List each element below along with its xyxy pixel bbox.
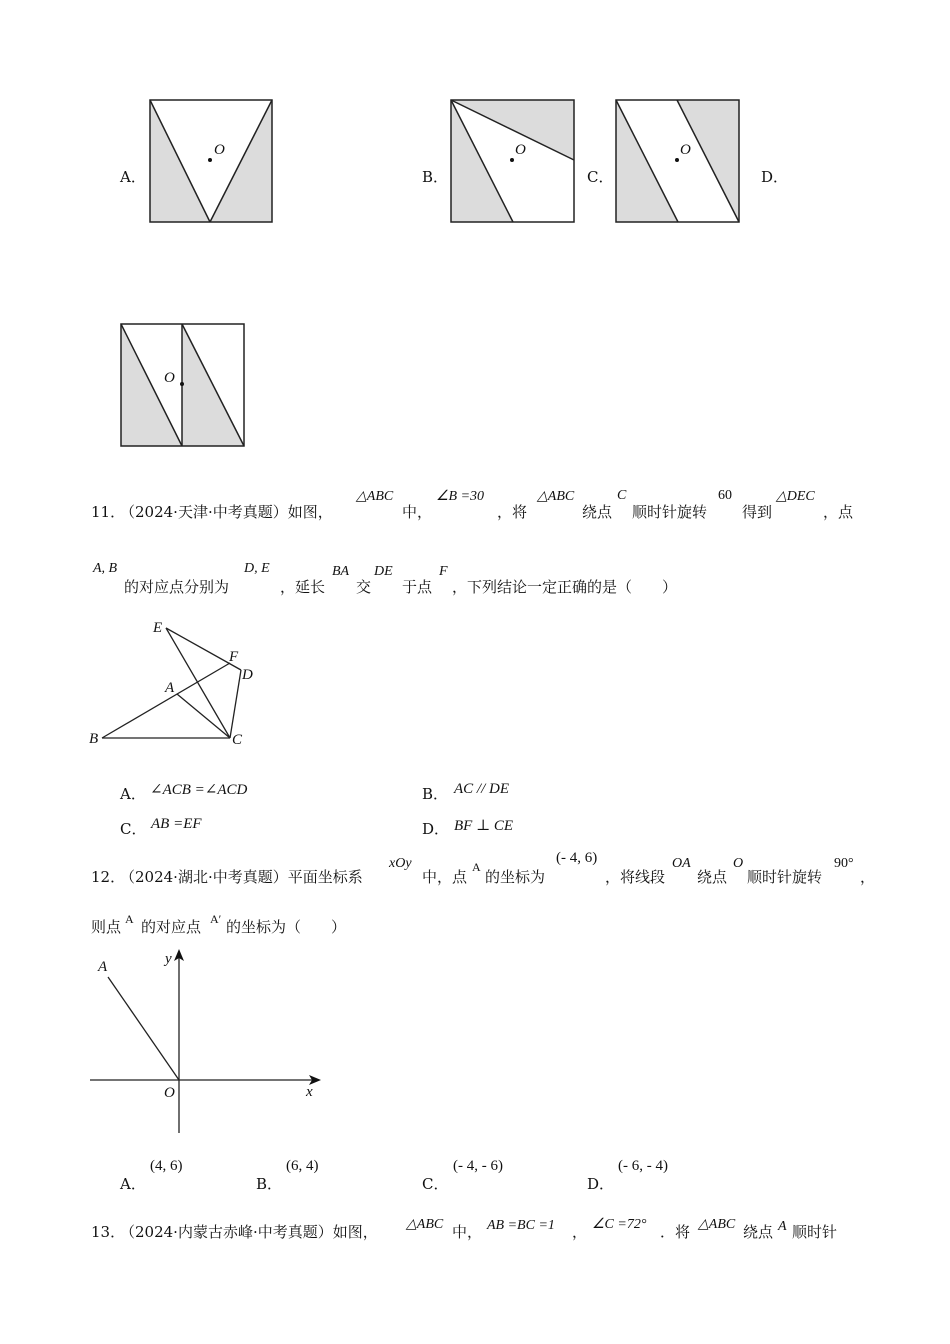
q11-degrees: 60: [718, 488, 732, 503]
q12-coordinates: (- 4, 6): [556, 850, 598, 866]
q10-option-b-label[interactable]: B．: [422, 168, 449, 186]
q13-number: 13．: [91, 1223, 126, 1241]
q11-option-b-text: AC // DE: [454, 781, 509, 797]
q13-angle-c: ∠C =72°: [592, 1217, 647, 1232]
q12-option-d-text: (- 6, - 4): [618, 1158, 668, 1174]
q12-number: 12．: [91, 868, 126, 886]
q12-degrees: 90°: [834, 856, 854, 871]
q10-figure-a: [148, 98, 274, 224]
q13-source: （2024·内蒙古赤峰·中考真题）如图，: [120, 1223, 378, 1241]
q12-option-d-label[interactable]: D．: [587, 1175, 615, 1193]
q11-option-b-label[interactable]: B．: [422, 785, 449, 803]
q12-point-o: O: [733, 856, 744, 871]
q11-seg-de: DE: [374, 564, 393, 579]
q11-text: 的对应点分别为: [124, 578, 230, 596]
label-x: x: [306, 1084, 313, 1100]
center-label: O: [214, 142, 225, 158]
q11-text: 中，: [402, 503, 433, 521]
q12-text: 的对应点: [141, 918, 202, 936]
q11-text: ，将: [497, 503, 528, 521]
label-a: A: [98, 959, 108, 975]
label-o: O: [164, 1085, 175, 1101]
q11-angle-b: ∠B =30: [436, 489, 485, 504]
q13-tri-abc: △ABC: [406, 1217, 444, 1232]
q12-source: （2024·湖北·中考真题）平面坐标系: [120, 868, 363, 886]
q11-number: 11．: [91, 503, 126, 521]
q11-seg-ba: BA: [332, 564, 350, 579]
q11-option-a-label[interactable]: A．: [120, 785, 146, 803]
q10-option-c-label[interactable]: C．: [587, 168, 614, 186]
q12-option-c-text: (- 4, - 6): [453, 1158, 503, 1174]
q12-option-b-label[interactable]: B．: [256, 1175, 283, 1193]
q13-text: 顺时针: [792, 1223, 838, 1241]
q10-figure-c: [614, 98, 741, 224]
q11-text: 得到: [742, 503, 773, 521]
q12-point-a: A: [125, 912, 134, 926]
q11-source: （2024·天津·中考真题）如图，: [120, 503, 333, 521]
q11-text: ，下列结论一定正确的是（ ）: [452, 578, 678, 596]
q13-tri-abc: △ABC: [698, 1217, 736, 1232]
center-label: O: [515, 142, 526, 158]
label-a: A: [165, 680, 175, 696]
q11-text: ，延长: [280, 578, 326, 596]
label-c: C: [232, 732, 243, 748]
q11-points-ab: A, B: [93, 561, 118, 576]
center-label: O: [680, 142, 691, 158]
q12-option-a-label[interactable]: A．: [120, 1175, 146, 1193]
q11-point-f: F: [439, 564, 448, 579]
q11-tri-abc: △ABC: [356, 489, 394, 504]
label-y: y: [165, 951, 172, 967]
q11-option-c-text: AB =EF: [151, 816, 202, 832]
q12-option-c-label[interactable]: C．: [422, 1175, 449, 1193]
q13-point-a: A: [778, 1219, 787, 1234]
q12-text: 的坐标为: [485, 868, 546, 886]
label-b: B: [89, 731, 99, 747]
center-label: O: [164, 370, 175, 386]
q11-text: 绕点: [582, 503, 613, 521]
q10-option-d-label[interactable]: D．: [761, 168, 789, 186]
q10-figure-b: [449, 98, 576, 224]
q11-option-c-label[interactable]: C．: [120, 820, 147, 838]
q11-text: 交: [356, 578, 372, 596]
q13-text: 中，: [452, 1223, 483, 1241]
q12-text: 绕点: [697, 868, 728, 886]
q11-text: ，点: [823, 503, 854, 521]
q11-tri-abc: △ABC: [537, 489, 575, 504]
q11-option-a-text: ∠ACB =∠ACD: [150, 782, 248, 798]
q10-option-a-label[interactable]: A．: [120, 168, 146, 186]
q12-text: ，: [860, 868, 876, 886]
q13-equation: AB =BC =1: [487, 1218, 555, 1233]
q11-tri-dec: △DEC: [776, 489, 815, 504]
q12-figure: [85, 945, 325, 1140]
q11-text: 顺时针旋转: [632, 503, 708, 521]
q12-text: 则点: [91, 918, 122, 936]
q13-text: ．将: [660, 1223, 691, 1241]
q11-option-d-label[interactable]: D．: [422, 820, 450, 838]
q12-point-a-prime: A′: [210, 912, 222, 926]
q12-text: 顺时针旋转: [747, 868, 823, 886]
q11-points-de: D, E: [244, 561, 270, 576]
label-e: E: [153, 620, 163, 636]
q11-text: 于点: [402, 578, 433, 596]
q12-text: 中，点: [422, 868, 468, 886]
q10-figure-d: [119, 322, 246, 448]
q12-segment-oa: OA: [672, 856, 691, 871]
q12-text: ，将线段: [605, 868, 666, 886]
q12-text: 的坐标为（ ）: [226, 918, 347, 936]
q12-option-a-text: (4, 6): [150, 1158, 183, 1174]
q11-point-c: C: [617, 488, 627, 503]
q11-option-d-text: BF ⊥ CE: [454, 818, 514, 834]
q12-coordinate-system: xOy: [389, 856, 412, 871]
q13-text: ，: [572, 1223, 588, 1241]
label-d: D: [242, 667, 253, 683]
q12-option-b-text: (6, 4): [286, 1158, 319, 1174]
q13-text: 绕点: [743, 1223, 774, 1241]
q11-figure: [85, 615, 265, 750]
q12-point-a: A: [472, 860, 481, 874]
label-f: F: [229, 649, 239, 665]
